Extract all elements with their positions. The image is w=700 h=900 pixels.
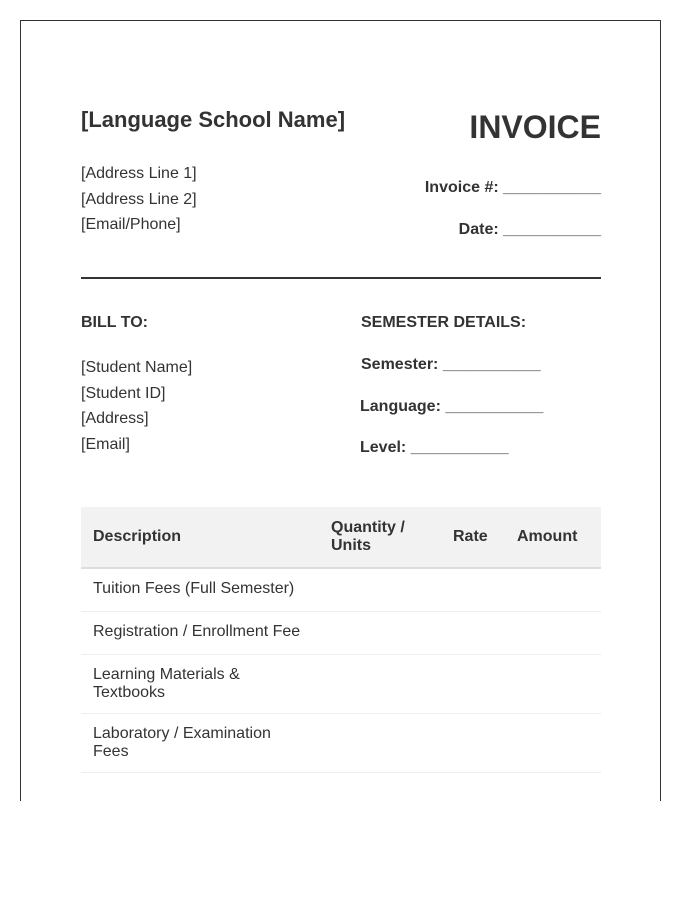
- column-header-quantity: Quantity / Units: [319, 507, 445, 568]
- invoice-page: [20, 20, 661, 801]
- row-amount: [505, 713, 601, 772]
- invoice-number-field: Invoice #: ___________: [424, 179, 601, 196]
- row-rate: [445, 611, 505, 654]
- table-row: [81, 568, 601, 611]
- school-address-block: [81, 161, 197, 238]
- row-description: Tuition Fees (Full Semester): [81, 568, 319, 611]
- semester-field: Semester: ___________: [361, 356, 541, 373]
- invoice-date-field: Date: ___________: [458, 221, 601, 238]
- student-name-line: [Student Name]: [81, 359, 193, 376]
- student-email-line: [Email]: [81, 435, 130, 453]
- column-header-description: Description: [81, 507, 319, 568]
- row-amount: [505, 568, 601, 611]
- table-row: [81, 611, 601, 654]
- table-row: [81, 713, 601, 772]
- student-address-line: [Address]: [81, 410, 149, 427]
- table-header-row: [81, 507, 601, 568]
- student-id-line: [Student ID]: [81, 384, 166, 402]
- table-row: [81, 654, 601, 713]
- row-quantity: [319, 568, 445, 611]
- address-line-2: [Address Line 2]: [81, 190, 197, 208]
- row-rate: [445, 654, 505, 713]
- semester-details-heading: SEMESTER DETAILS:: [361, 314, 527, 331]
- invoice-meta: [425, 177, 601, 261]
- language-field: Language: ___________: [360, 397, 544, 415]
- row-quantity: [319, 713, 445, 772]
- bill-to-lines: [81, 355, 341, 457]
- row-amount: [505, 611, 601, 654]
- column-header-rate: Rate: [445, 507, 505, 568]
- email-phone-line: [Email/Phone]: [81, 216, 181, 233]
- row-description: Registration / Enrollment Fee: [81, 611, 319, 654]
- row-quantity: [319, 654, 445, 713]
- school-name: [Language School Name]: [81, 107, 346, 132]
- row-quantity: [319, 611, 445, 654]
- row-description: Laboratory / Examination Fees: [81, 713, 319, 772]
- row-rate: [445, 713, 505, 772]
- invoice-title: INVOICE: [469, 109, 601, 145]
- row-rate: [445, 568, 505, 611]
- semester-fields: [361, 355, 601, 480]
- column-header-amount: Amount: [505, 507, 601, 568]
- level-field: Level: ___________: [360, 439, 509, 456]
- bill-to-heading: BILL TO:: [81, 314, 148, 331]
- row-amount: [505, 654, 601, 713]
- address-line-1: [Address Line 1]: [81, 165, 197, 182]
- line-items-table: [81, 507, 601, 773]
- row-description: Learning Materials & Textbooks: [81, 654, 319, 713]
- semester-details-section: [361, 313, 601, 480]
- bill-to-section: [81, 313, 341, 457]
- header-divider: [81, 277, 601, 279]
